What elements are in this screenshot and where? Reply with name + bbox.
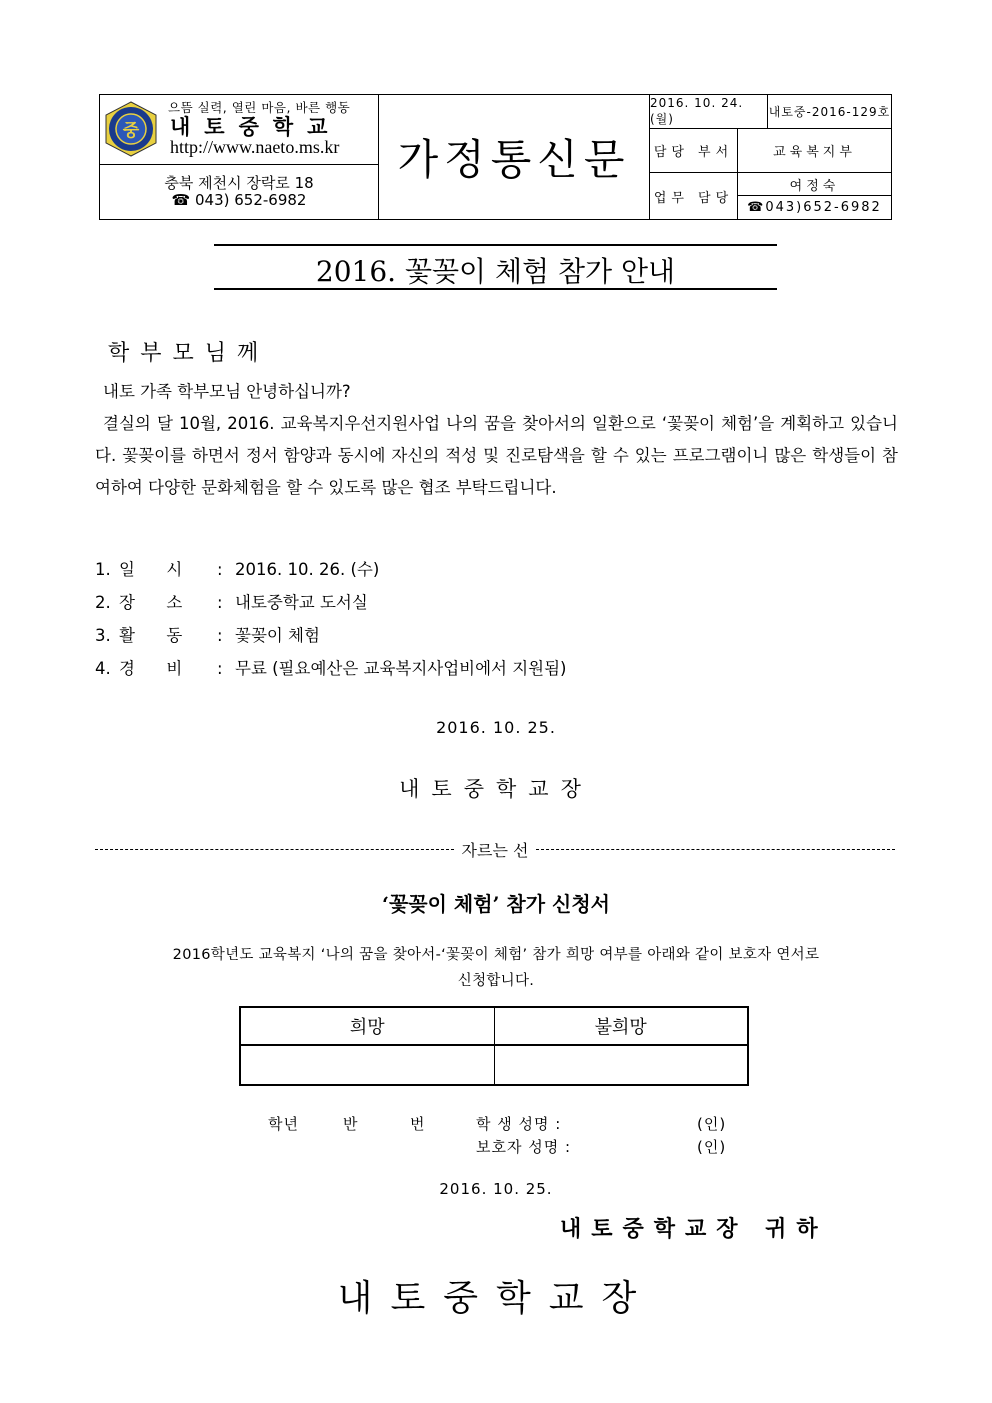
detail-colon: : <box>217 560 223 579</box>
form-date: 2016. 10. 25. <box>439 1180 553 1198</box>
detail-num: 4. <box>95 659 111 678</box>
detail-num: 3. <box>95 626 111 645</box>
staff-phone-line <box>738 196 891 219</box>
detail-value: 무료 (필요예산은 교육복지사업비에서 지원됨) <box>235 659 567 678</box>
detail-item-place <box>95 589 566 622</box>
issue-date: 2016. 10. 24.(월) <box>650 95 768 128</box>
event-details <box>95 556 566 688</box>
detail-label: 경 비 <box>119 659 183 678</box>
detail-colon: : <box>217 626 223 645</box>
participation-answer-row <box>240 1045 748 1085</box>
cut-dash-right <box>536 849 895 850</box>
notice-title: 2016. 꽃꽂이 체험 참가 안내 <box>315 255 676 288</box>
detail-label: 장 소 <box>119 593 183 612</box>
class-field: 반 <box>343 1115 359 1133</box>
school-motto: 으뜸 실력, 열린 마음, 바른 행동 <box>168 100 351 115</box>
student-name-label: 학 생 성명 : <box>476 1115 562 1133</box>
school-phone-line <box>100 192 378 209</box>
svg-text:중: 중 <box>122 121 140 141</box>
detail-colon: : <box>217 593 223 612</box>
detail-item-date <box>95 556 566 589</box>
participation-table <box>239 1006 749 1086</box>
school-info <box>100 95 379 219</box>
detail-label: 활 동 <box>119 626 183 645</box>
participation-header-row <box>240 1007 748 1045</box>
letterhead <box>99 94 892 220</box>
form-description <box>0 942 992 994</box>
school-logo-icon <box>104 101 158 157</box>
detail-value: 꽃꽂이 체험 <box>235 626 320 645</box>
newsletter-title: 가정통신문 <box>379 95 650 219</box>
form-desc-line2: 신청합니다. <box>457 973 535 989</box>
staff-phone: 043)652-6982 <box>765 200 882 215</box>
paragraph-main: 결실의 달 10월, 2016. 교육복지우선지원사업 나의 꿈을 찾아서의 일환으로 ‘꽃꽂이 체험’을 계획하고 있습니다. 꽃꽂이를 하면서 정서 함양과 동시에 자신의 적성 및 진로탐색을 할 수 있는 프로그램이니 많은 학생들이 참여하여 다양한 문화체험을 할 수 있도록 많은 협조 부탁드립니다. <box>95 414 898 497</box>
school-address-block <box>100 175 378 209</box>
notice-body <box>95 376 898 504</box>
detail-item-cost <box>95 655 566 688</box>
phone-icon: ☎ <box>171 191 195 209</box>
cut-line-label: 자르는 선 <box>461 841 529 860</box>
detail-value: 2016. 10. 26. (수) <box>235 560 380 579</box>
title-rule-bottom <box>214 288 777 290</box>
detail-num: 1. <box>95 560 111 579</box>
staff-label: 업무 담당 <box>650 173 738 219</box>
col-yes-header: 희망 <box>240 1007 494 1045</box>
school-name: 내토중학교 <box>170 115 342 139</box>
cut-dash-left <box>95 849 454 850</box>
form-addressee: 내토중학교장 귀하 <box>560 1217 828 1242</box>
cut-line <box>95 838 895 861</box>
form-title: ‘꽃꽂이 체험’ 참가 신청서 <box>381 892 610 916</box>
dept-label: 담당 부서 <box>650 129 738 172</box>
school-phone: 043) 652-6982 <box>194 191 307 209</box>
title-rule-top <box>214 244 777 246</box>
col-no-header: 불희망 <box>494 1007 748 1045</box>
meta-row-dept <box>650 129 891 173</box>
phone-icon: ☎ <box>747 200 766 215</box>
paragraph-intro: 내토 가족 학부모님 안녕하십니까? <box>103 382 351 401</box>
meta-row-date <box>650 95 891 129</box>
guardian-seal: (인) <box>697 1138 727 1156</box>
greeting: 학부모님께 <box>108 341 270 366</box>
student-seal: (인) <box>697 1115 727 1133</box>
detail-colon: : <box>217 659 223 678</box>
choice-no-cell[interactable] <box>494 1045 748 1085</box>
school-url[interactable]: http://www.naeto.ms.kr <box>170 137 340 157</box>
staff-name: 여정숙 <box>738 173 891 196</box>
dept-value: 교육복지부 <box>773 145 856 160</box>
document-meta <box>650 95 891 219</box>
notice-date: 2016. 10. 25. <box>436 718 556 737</box>
school-address: 충북 제천시 장락로 18 <box>164 174 314 192</box>
detail-label: 일 시 <box>119 560 183 579</box>
guardian-name-label: 보호자 성명 : <box>476 1138 572 1156</box>
grade-field: 학년 <box>268 1115 299 1133</box>
form-desc-line1: 2016학년도 교육복지 ‘나의 꿈을 찾아서-‘꽃꽂이 체험’ 참가 희망 여부를 아래와 같이 보호자 연서로 <box>172 947 820 963</box>
notice-principal: 내토중학교장 <box>399 777 593 801</box>
detail-value: 내토중학교 도서실 <box>235 593 368 612</box>
number-field: 번 <box>410 1115 426 1133</box>
principal-signature: 내토중학교장 <box>337 1278 655 1319</box>
choice-yes-cell[interactable] <box>240 1045 494 1085</box>
document-number: 내토중-2016-129호 <box>768 105 891 119</box>
meta-row-staff <box>650 173 891 219</box>
detail-num: 2. <box>95 593 111 612</box>
detail-item-activity <box>95 622 566 655</box>
school-info-top <box>100 95 378 165</box>
